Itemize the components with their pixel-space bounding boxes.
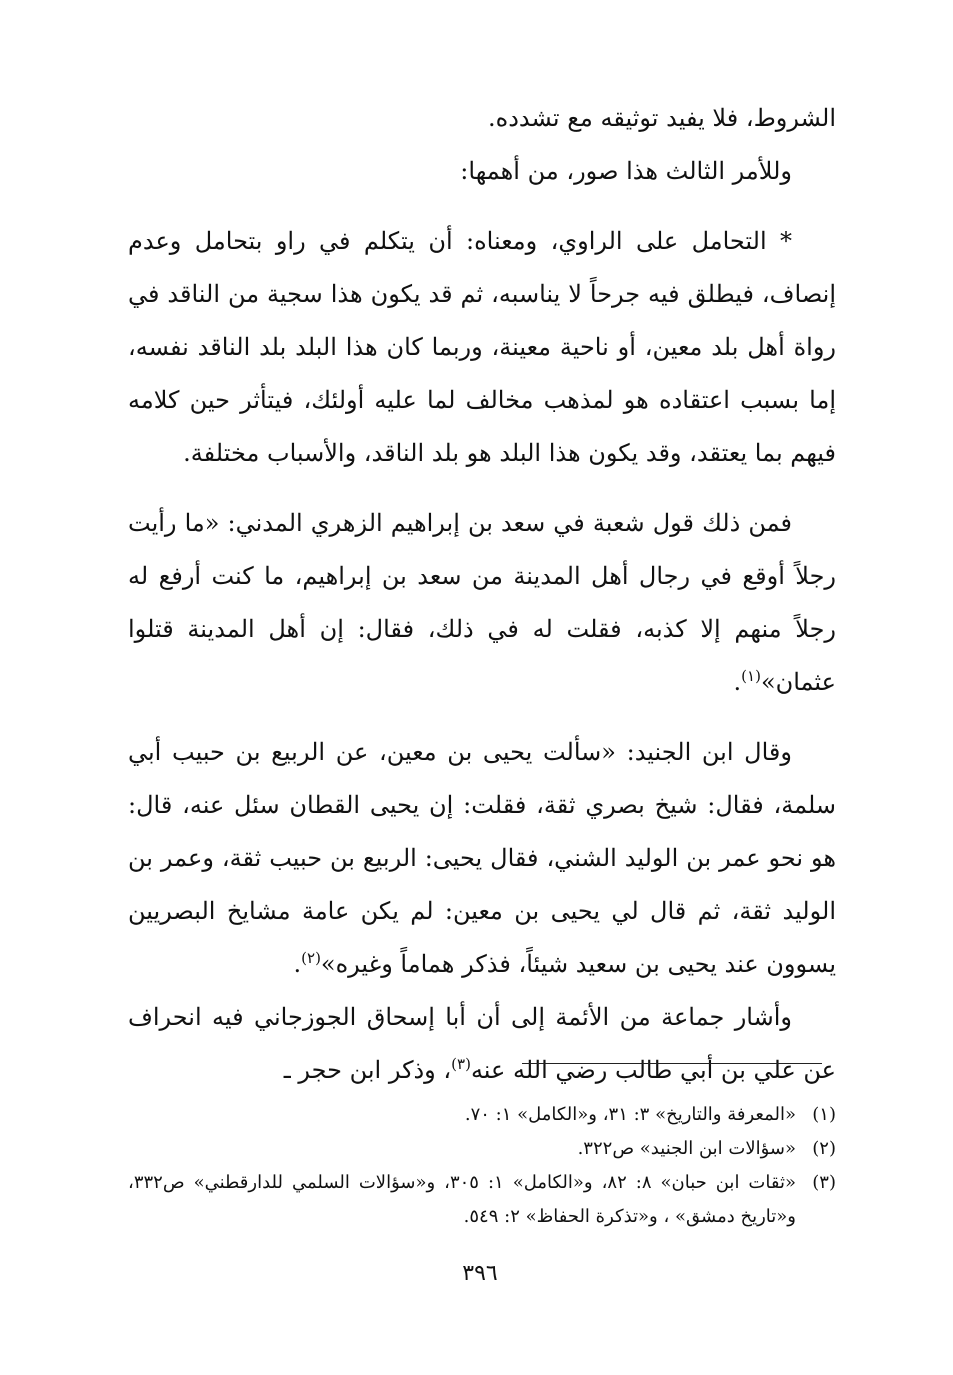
footnote-text: «المعرفة والتاريخ» ٣: ٣١، و«الكامل» ١: ٧٠. xyxy=(464,1104,796,1125)
paragraph-2: وللأمر الثالث هذا صور، من أهمها: xyxy=(460,157,792,185)
paragraph-4 xyxy=(128,497,836,709)
footnote-number: (٣) xyxy=(812,1172,836,1193)
footnote-text: «ثقات ابن حبان» ٨: ٨٢، و«الكامل» ١: ٣٠٥، و«سؤالات السلمي للدارقطني» ص٣٣٢، و«تاريخ دمشق» ، و«تذكرة الحفاظ» ٢: ٥٤٩. xyxy=(128,1172,796,1227)
paragraph-5 xyxy=(128,726,836,991)
paragraph-5-end: . xyxy=(293,950,302,978)
paragraph-6 xyxy=(128,991,836,1097)
footnote-number: (٢) xyxy=(812,1138,836,1159)
paragraph-4-text: فمن ذلك قول شعبة في سعد بن إبراهيم الزهري المدني: «ما رأيت رجلاً أوقع في رجال أهل المدينة من سعد بن إبراهيم، ما كنت أرفع له رجلاً منهم إلا كذبه، فقلت له في ذلك، فقال: إن أهل المدينة قتلوا عثمان» xyxy=(128,509,837,696)
footnote-3 xyxy=(128,1166,836,1234)
footnote-ref-2[interactable]: (٢) xyxy=(301,949,321,967)
paragraph-1: الشروط، فلا يفيد توثيقه مع تشدده. xyxy=(488,104,836,132)
footnote-ref-3[interactable]: (٣) xyxy=(451,1055,471,1073)
paragraph-6-continuation: ، وذكر ابن حجر ـ xyxy=(283,1056,452,1084)
footnote-1 xyxy=(128,1098,836,1132)
footnote-text: «سؤالات ابن الجنيد» ص٣٢٢. xyxy=(577,1138,796,1159)
paragraph-6-text: وأشار جماعة من الأئمة إلى أن أبا إسحاق الجوزجاني فيه انحراف عن علي بن أبي طالب رضي الله عنه xyxy=(128,1003,836,1084)
footnote-ref-1[interactable]: (١) xyxy=(741,667,761,685)
footnote-2 xyxy=(128,1132,836,1166)
page-number: ٣٩٦ xyxy=(462,1261,498,1286)
footnote-divider xyxy=(522,1063,822,1064)
footnotes xyxy=(128,1098,836,1234)
footnote-number: (١) xyxy=(812,1104,836,1125)
paragraph-3: * التحامل على الراوي، ومعناه: أن يتكلم في راو بتحامل وعدم إنصاف، فيطلق فيه جرحاً لا يناسبه، ثم قد يكون هذا سجية من الناقد في رواة أهل بلد معين، أو ناحية معينة، وربما كان هذا البلد بلد الناقد نفسه، إما بسبب اعتقاده هو لمذهب مخالف لما عليه أولئك، فيتأثر حين كلامه فيهم بما يعتقد، وقد يكون هذا البلد هو بلد الناقد، والأسباب مختلفة. xyxy=(128,227,836,467)
main-text xyxy=(128,92,836,1097)
paragraph-5-text: وقال ابن الجنيد: «سألت يحيى بن معين، عن الربيع بن حبيب أبي سلمة، فقال: شيخ بصري ثقة، فقلت: إن يحيى القطان سئل عنه، قال: هو نحو عمر بن الوليد الشني، فقال يحيى: الربيع بن حبيب ثقة، وعمر بن الوليد ثقة، ثم قال لي يحيى بن معين: لم يكن عامة مشايخ البصريين يسوون عند يحيى بن سعيد شيئاً، فذكر هماماً وغيره» xyxy=(128,738,836,978)
paragraph-4-end: . xyxy=(733,668,742,696)
